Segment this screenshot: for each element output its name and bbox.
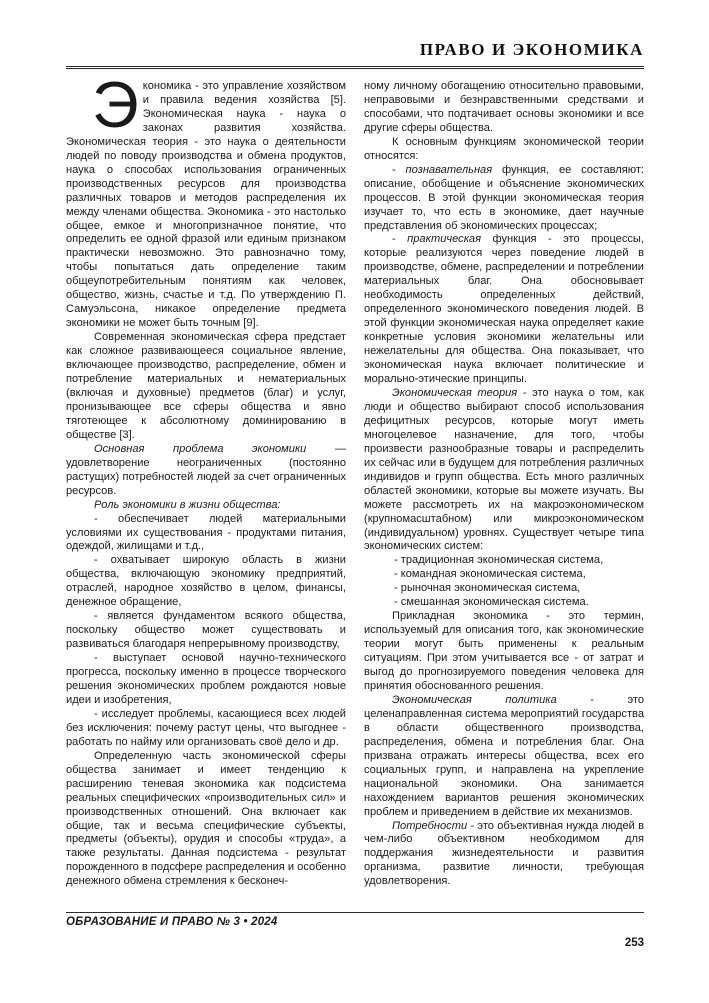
page-number: 253 — [624, 937, 644, 949]
role-item: - охватывает широкую область в жизни общества, включающую экономику предприятий, отраслей, народное хозяйство в целом, финансы, денежное обращение, — [66, 554, 346, 609]
function-item: - практическая функция - это процессы, которые реализуются через поведение людей в производстве, обмене, распределении и потреблении материальных благ. Она обосновывает необходимость определенных действий, определенного экономического поведения людей. В этой функции экономическая наука определяет какие конкретные условия экономики желательны или нежелательны для общества. Она показывает, что экономическая наука включает политические и морально-этические принципы. — [364, 233, 644, 386]
paragraph — [364, 820, 644, 890]
role-item: - является фундаментом всякого общества, поскольку общество может существовать и развиваться благодаря непрерывному производству, — [66, 610, 346, 651]
term: Основная проблема экономики — [94, 442, 307, 455]
paragraph: ному личному обогащению относительно правовыми, неправовыми и безнравственными средствами и способами, что подтачивает основы экономики и все другие сферы общества. — [364, 80, 644, 134]
paragraph: Определенную часть экономической сферы общества занимает и имеет тенденцию к расширению теневая экономика как подсистема реальных специфических «производительных сил» и производственных отношений. Она включает как общие, так и весьма специфические субъекты, предметы (объекты), орудия и способы «труда», а также результаты. Данная подсистема - результат порожденного в подсфере распределения и особенно денежного обмена стремления к бесконеч- — [66, 749, 347, 888]
system-item: - командная экономическая система, — [394, 568, 586, 581]
drop-cap: Э — [92, 68, 139, 141]
paragraph-text: - это наука о том, как люди и общество выбирают способ использования дефицитных ресурсов, которые могут иметь многоцелевое назначение, для того, чтобы произвести разнообразные товары и распределить их сейчас или в будущем для потребления различных индивидов и групп общества. Есть много различных областей экономики, которые вы можете изучать. Вы можете рассмотреть их на макроэкономическом (крупномасштабном) или микроэкономическом (индивидуальном) уровнях. Существует четыре типа экономических систем: — [364, 386, 644, 553]
right-column — [364, 80, 644, 889]
paragraph: Современная экономическая сфера предстает как сложное развивающееся социальное явление, включающее производство, распределение, обмен и потребление материальных и нематериальных (включая и духовные) предметов (благ) и услуг, пронизывающее все сферы общества и явно тяготеющее к абсолютному доминированию в обществе [3]. — [66, 331, 346, 441]
role-item: - исследует проблемы, касающиеся всех людей без исключения: почему растут цены, что выгоднее - работать по найму или организовать своё дело и др. — [66, 707, 346, 748]
system-item: - рыночная экономическая система, — [394, 582, 581, 595]
running-section-title: ПРАВО И ЭКОНОМИКА — [419, 40, 644, 59]
role-item: - выступает основой научно-технического прогресса, поскольку именно в процессе творческого решения экономических проблем рождаются новые идеи и изобретения, — [66, 652, 346, 706]
paragraph: К основным функциям экономической теории относятся: — [364, 135, 644, 162]
paragraph — [66, 443, 346, 499]
role-item: - обеспечивает людей материальными условиями их существования - продуктами питания, одеждой, жилищами и т.д., — [66, 512, 346, 553]
role-heading — [66, 499, 346, 513]
role-heading-text: Роль экономики в жизни общества: — [94, 498, 281, 511]
journal-title: ОБРАЗОВАНИЕ И ПРАВО № 3 • 2024 — [66, 916, 278, 928]
paragraph-text: - это целенаправленная система мероприятий государства в области общественного производства, распределения, обмена и потребления благ. Она призвана отражать интересы общества, всех его социальных групп, и направлена на укрепление национальной экономики. Она занимается нахождением вариантов решения экономических проблем и приведением в действие их механизмов. — [364, 693, 644, 818]
paragraph — [364, 694, 644, 820]
system-item: - традиционная экономическая система, — [394, 554, 604, 567]
paragraph — [364, 387, 644, 554]
paragraph-text: — удовлетворение неограниченных (постоянно растущих) потребностей людей за счет ограниченных ресурсов. — [66, 442, 346, 497]
footer-rule — [66, 912, 644, 913]
system-item: - смешанная экономическая система. — [394, 596, 589, 609]
paragraph: Прикладная экономика - это термин, используемый для описания того, как экономические теории могут быть применены к реальным ситуациям. При этом учитывается все - от затрат и выгод до прогнозируемого поведения человека для принятия обоснованного решения. — [364, 610, 644, 692]
term: Экономическая политика — [392, 693, 557, 706]
term: практическая — [407, 233, 482, 246]
function-item: - познавательная функция, ее составляют: описание, обобщение и объяснение экономических процессов. В этой функции экономическая теория изучает то, что есть в экономике, дает научные представления об экономических процессах; — [364, 163, 644, 232]
paragraph-text: функция - это процессы, которые реализуются через поведение людей в производстве, обмене, распределении и потреблении материальных благ. Она обосновывает необходимость определенных действий, определенного экономического поведения людей. В этой функции экономическая наука определяет какие конкретные условия экономики желательны или нежелательны для общества. Она показывает, что экономическая наука включает политические и морально-этические принципы. — [364, 233, 644, 386]
header-rule — [66, 66, 644, 69]
paragraph-text: функция, ее составляют: описание, обобщение и объяснение экономических процессов. В этой функции экономическая теория изучает то, что есть в экономике, дает научные представления об экономических процессах; — [364, 163, 644, 232]
term: Потребности — [392, 819, 468, 832]
intro-paragraph — [66, 68, 346, 331]
term: познавательная — [405, 163, 493, 176]
paragraph-text: - это объективная нужда людей в чем-либо объективном необходимом для поддержания жизнедеятельности и развития организма, развитие личности, требующая удовлетворения. — [364, 819, 644, 888]
term: Экономическая теория — [392, 386, 518, 399]
intro-text: кономика - это управление хозяйством и правила ведения хозяйства [5]. Экономическая наука - наука о законах развития хозяйства. Экономическая теория - это наука о деятельности людей по поводу производства и обмена продуктов, наука о способах использования ограниченных производственных ресурсов для производства различных товаров и методов распределения их между членами общества. Экономика - это настолько общее, емкое и многопризначное понятие, что определить ее одной фразой или единым признаком практически невозможно. Это равнозначно тому, чтобы попытаться дать определение таким общеупотребительным понятиям как человек, общество, жизнь, счастье и т.д. По утверждению П. Самуэльсона, никакое определение предмета экономики не может быть точным [9]. — [66, 80, 346, 330]
left-column — [66, 68, 347, 889]
